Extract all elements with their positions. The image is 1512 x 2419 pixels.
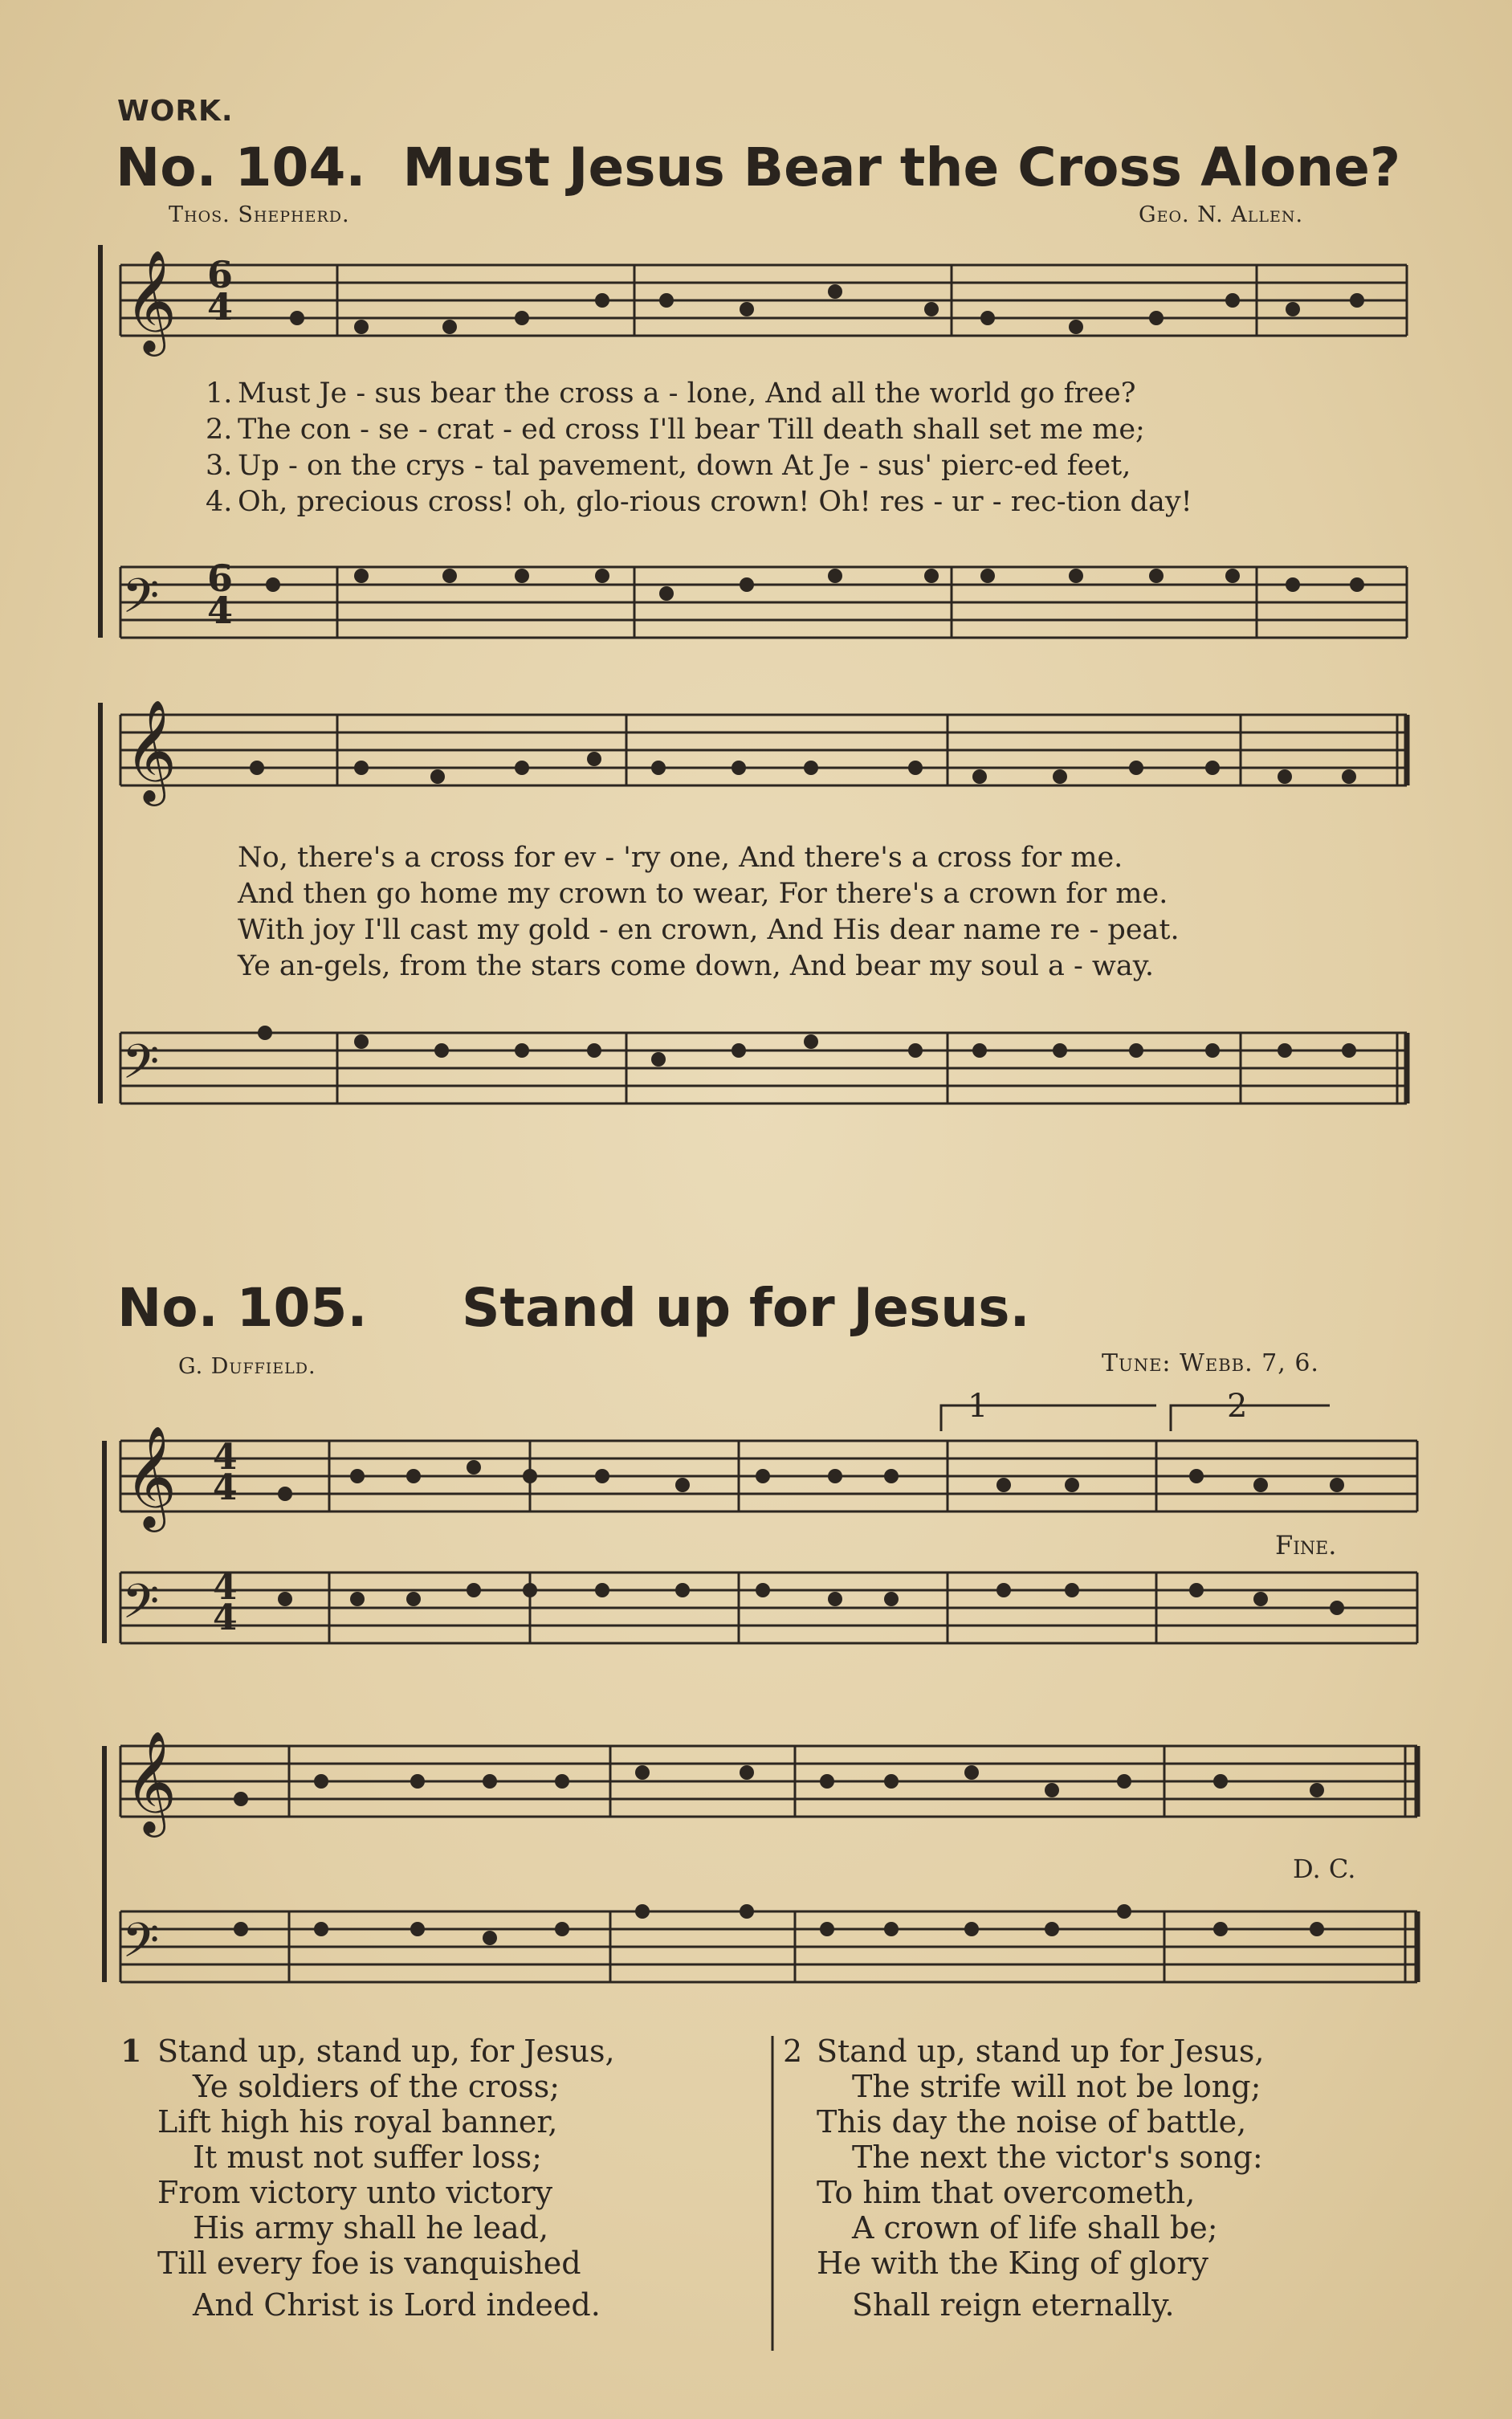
verse-line: Ye an-gels, from the stars come down, And bear my soul a - way. xyxy=(238,950,1155,982)
stanza-line: He with the King of glory xyxy=(817,2246,1208,2281)
stanza-lines xyxy=(817,2034,1264,2323)
time-signature-104-a: 6 4 xyxy=(207,253,234,328)
bass-clef-icon: 𝄢 xyxy=(122,1573,160,1641)
bass-clef-icon: 𝄢 xyxy=(122,1034,160,1101)
hymn-number: No. 104. xyxy=(116,137,366,198)
staff-treble-104-b xyxy=(0,691,1512,835)
hymn-105-number: No. 105. xyxy=(117,1277,368,1339)
staff-bass-105-b xyxy=(0,1887,1512,2008)
treble-clef-icon: 𝄞 xyxy=(124,1730,177,1833)
treble-clef-icon: 𝄞 xyxy=(124,249,177,352)
stanza-number: 2 xyxy=(783,2034,803,2069)
stanza-line: This day the noise of battle, xyxy=(817,2104,1247,2140)
dc-marking: D. C. xyxy=(1293,1854,1356,1884)
stanza-line: Lift high his royal banner, xyxy=(157,2104,558,2140)
stanza-number: 1 xyxy=(120,2033,142,2069)
ending-1-label: 1 xyxy=(968,1388,988,1425)
stanza-line: And Christ is Lord indeed. xyxy=(193,2287,601,2323)
stanza-line: From victory unto victory xyxy=(157,2175,553,2210)
verse-line: 3. Up - on the crys - tal pavement, down At Je - sus' pierc-ed feet, xyxy=(206,450,1131,482)
verse-line: 2. The con - se - crat - ed cross I'll bear Till death shall set me me; xyxy=(206,414,1145,446)
section-label: WORK. xyxy=(117,95,234,128)
time-signature-105-b: 4 4 xyxy=(213,1567,238,1638)
staff-bass-104-b xyxy=(0,1004,1512,1165)
stanza-line: Stand up, stand up, for Jesus, xyxy=(157,2034,615,2069)
verse-line: With joy I'll cast my gold - en crown, And His dear name re - peat. xyxy=(238,914,1180,946)
hymn-title-text: Must Jesus Bear the Cross Alone? xyxy=(402,137,1401,198)
stanza-line: His army shall he lead, xyxy=(193,2210,549,2246)
stanza-line: A crown of life shall be; xyxy=(852,2210,1218,2246)
bass-clef-icon: 𝄢 xyxy=(122,568,160,635)
verse-line: And then go home my crown to wear, For there's a crown for me. xyxy=(238,878,1168,910)
hymn-104-author: Thos. Shepherd. xyxy=(169,202,350,227)
stanza-line: It must not suffer loss; xyxy=(193,2140,542,2175)
verse-line: No, there's a cross for ev - 'ry one, And there's a cross for me. xyxy=(238,842,1123,874)
stanza-line: Stand up, stand up for Jesus, xyxy=(817,2034,1265,2069)
treble-clef-icon: 𝄞 xyxy=(124,699,177,802)
stanza-line: To him that overcometh, xyxy=(817,2175,1196,2210)
hymn-104-title xyxy=(116,137,1400,198)
hymn-105-title: Stand up for Jesus. xyxy=(462,1277,1030,1339)
time-signature-104-b: 6 4 xyxy=(207,557,234,632)
time-signature-105-a: 4 4 xyxy=(213,1437,238,1508)
stanza-line: Till every foe is vanquished xyxy=(157,2246,581,2281)
hymn-105-author: G. Duffield. xyxy=(178,1354,316,1379)
stanza-line: The strife will not be long; xyxy=(852,2069,1261,2104)
stanza-line: Shall reign eternally. xyxy=(852,2287,1175,2323)
hymn-105-tune: Tune: Webb. 7, 6. xyxy=(1102,1349,1319,1377)
treble-clef-icon: 𝄞 xyxy=(124,1425,177,1528)
stanza-line: Ye soldiers of the cross; xyxy=(193,2069,560,2104)
verse-line: 1. Must Je - sus bear the cross a - lone, And all the world go free? xyxy=(206,377,1136,410)
ending-2-label: 2 xyxy=(1227,1388,1248,1425)
staff-treble-105-b xyxy=(0,1727,1512,1847)
verses-104-part1 xyxy=(206,377,1192,522)
hymn-104-composer: Geo. N. Allen. xyxy=(1139,202,1304,227)
verses-104-part2 xyxy=(238,842,1180,986)
stanza-line: The next the victor's song: xyxy=(852,2140,1263,2175)
fine-marking: Fine. xyxy=(1275,1530,1337,1560)
stanza-divider xyxy=(0,2033,1512,2357)
bass-clef-icon: 𝄢 xyxy=(122,1912,160,1980)
verse-line: 4. Oh, precious cross! oh, glo-rious crown! Oh! res - ur - rec-tion day! xyxy=(206,486,1192,518)
